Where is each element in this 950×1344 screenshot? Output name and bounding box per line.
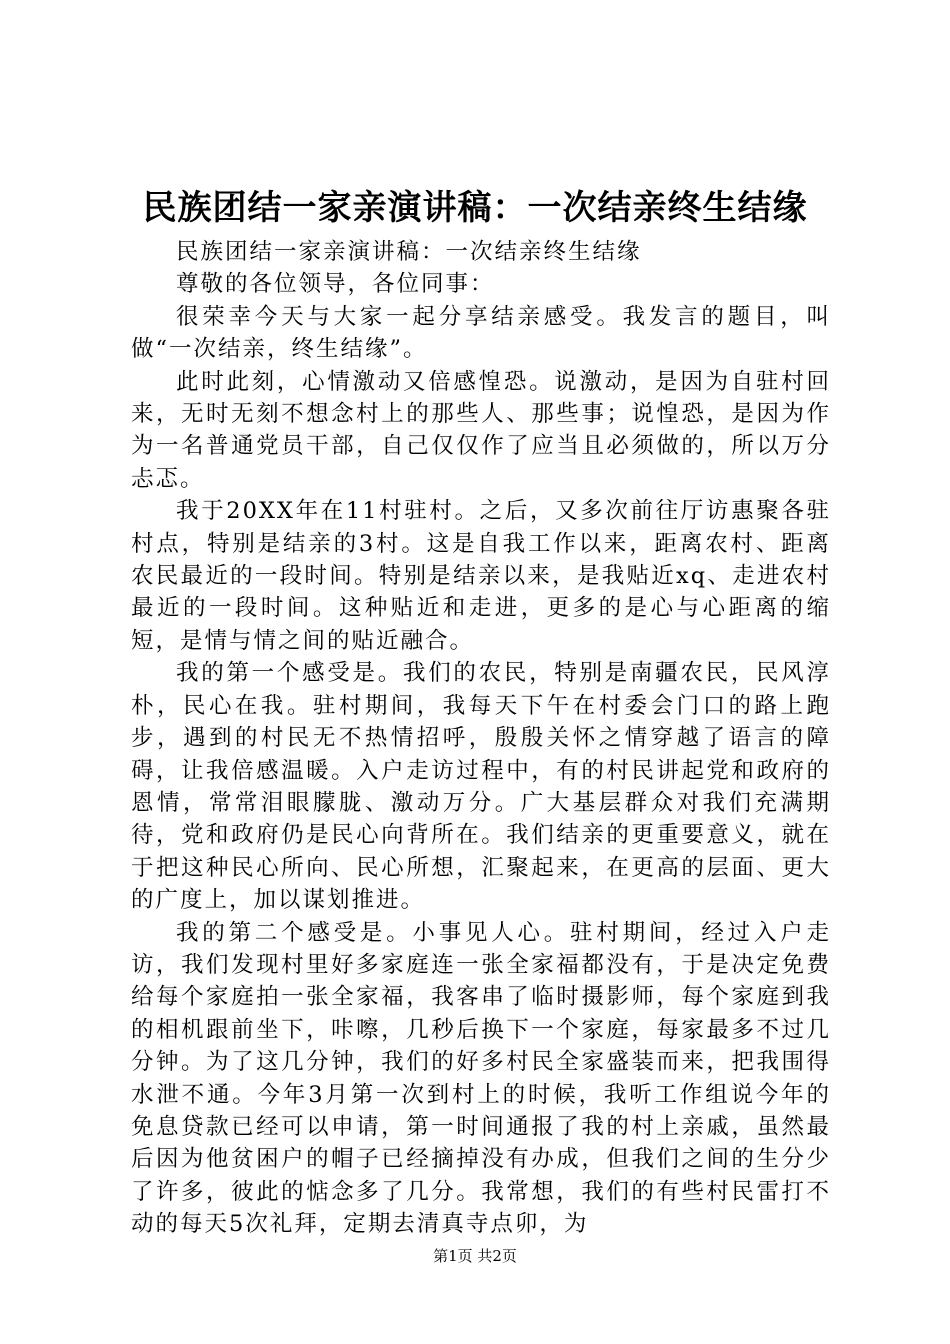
paragraph-first-impression: 我的第一个感受是。我们的农民，特别是南疆农民，民风淳朴，民心在我。驻村期间，我每天下午在村委会门口的路上跑步，遇到的村民无不热情招呼，殷殷关怀之情穿越了语言的障碍，让我倍感温暖。入户走访过程中，有的村民讲起党和政府的恩情，常常泪眼朦胧、激动万分。广大基层群众对我们充满期待，党和政府仍是民心向背所在。我们结亲的更重要意义，就在于把这种民心所向、民心所想，汇聚起来，在更高的层面、更大的广度上，加以谋划推进。: [131, 660, 831, 914]
paragraph-greeting: 尊敬的各位领导，各位同事：: [176, 271, 495, 298]
document-title: 民族团结一家亲演讲稿：一次结亲终生结缘: [142, 188, 808, 228]
document-body: [131, 236, 831, 1241]
paragraph-intro: 很荣幸今天与大家一起分享结亲感受。我发言的题目，叫做“一次结亲，终生结缘”。: [131, 303, 831, 363]
paragraph-subtitle: 民族团结一家亲演讲稿：一次结亲终生结缘: [176, 239, 642, 265]
paragraph-feeling: 此时此刻，心情激动又倍感惶恐。说激动，是因为自驻村回来，无时无刻不想念村上的那些人、那些事；说惶恐，是因为作为一名普通党员干部，自己仅仅作了应当且必须做的，所以万分忐忑。: [131, 368, 831, 492]
page-footer: 第1页 共2页: [433, 1247, 517, 1265]
paragraph-second-impression: 我的第二个感受是。小事见人心。驻村期间，经过入户走访，我们发现村里好多家庭连一张全家福都没有，于是决定免费给每个家庭拍一张全家福，我客串了临时摄影师，每个家庭到我的相机跟前坐下，咔嚓，几秒后换下一个家庭，每家最多不过几分钟。为了这几分钟，我们的好多村民全家盛装而来，把我围得水泄不通。今年3月第一次到村上的时候，我听工作组说今年的免息贷款已经可以申请，第一时间通报了我的村上亲戚，虽然最后因为他贫困户的帽子已经摘掉没有办成，但我们之间的生分少了许多，彼此的惦念多了几分。我常想，我们的有些村民雷打不动的每天5次礼拜，定期去清真寺点卯，为: [131, 919, 831, 1238]
paragraph-background: 我于20XX年在11村驻村。之后，又多次前往厅访惠聚各驻村点，特别是结亲的3村。这是自我工作以来，距离农村、距离农民最近的一段时间。特别是结亲以来，是我贴近xq、走进农村最近的一段时间。这种贴近和走进，更多的是心与心距离的缩短，是情与情之间的贴近融合。: [131, 498, 831, 654]
